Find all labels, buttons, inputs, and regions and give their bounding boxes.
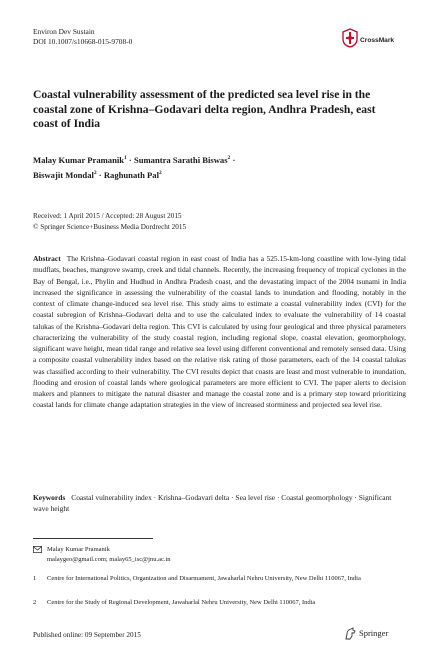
- affiliation-footnote: [33, 598, 413, 618]
- crossmark-badge[interactable]: [342, 28, 395, 50]
- crossmark-icon: [342, 28, 358, 48]
- published-online: Published online: 09 September 2015: [33, 631, 141, 639]
- article-dates: [33, 211, 186, 232]
- keywords-label: Keywords: [33, 493, 66, 502]
- corresponding-author-footnote: [33, 545, 413, 565]
- crossmark-label: CrossMark: [360, 37, 395, 44]
- keywords-text: Coastal vulnerability index · Krishna–Godavari delta · Sea level rise · Coastal geomorphology · Significant wave height: [33, 493, 392, 514]
- abstract: [33, 253, 406, 411]
- corresponding-author-email[interactable]: malaygeo@gmail.com; malay65_isc@jnu.ac.in: [47, 555, 171, 563]
- author-affiliation-mark: 1: [124, 155, 127, 161]
- affiliation-text: Centre for the Study of Regional Development, Jawaharlal Nehru University, New Delhi 110067, India: [47, 599, 316, 606]
- doi[interactable]: DOI 10.1007/s10668-015-9708-0: [33, 37, 133, 46]
- author-name: Sumantra Sarathi Biswas: [133, 154, 228, 165]
- author-affiliation-mark: 2: [158, 169, 162, 176]
- springer-horse-icon: [344, 627, 357, 640]
- abstract-label: Abstract: [33, 254, 61, 263]
- journal-name: Environ Dev Sustain: [33, 27, 95, 36]
- author-list: [33, 152, 403, 182]
- author-separator: ·: [230, 154, 236, 165]
- author-name: Raghunath Pal: [103, 169, 159, 180]
- author-name: Biswajit Mondal: [33, 169, 94, 180]
- corresponding-author-name: Malay Kumar Pramanik: [47, 546, 110, 553]
- abstract-text: The Krishna–Godavari coastal region in east coast of India has a 525.15-km-long coastline with low-lying tidal mudflats, beaches, mangrove swamp, creek and tidal channels. Recently, the increasing frequency of tropical cyclones in the Bay of Bengal, i.e., Phylin and Hudhud in Andhra Pradesh coast, and the devastating impact of the 2004 tsunami in India increased the significance in assessing the vulnerability of the coastal lands to inundation and flooding, notably in the context of climate change-induced sea level rise. This study aims to estimate a coastal vulnerability index (CVI) for the coastal subregion of Krishna–Godavari delta and to use the calculated index to evaluate the vulnerability of 14 coastal talukas of the Krishna–Godavari delta region. This CVI is calculated by using four geological and three physical parameters characterizing the vulnerability of the study coastal region, including regional slope, coastal elevation, geomorphology, significant wave height, mean tidal range and relative sea level using different conventional and remotely sensed data. Using a composite coastal vulnerability index based on the relative risk rating of those parameters, each of the 14 coastal talukas was classified according to their vulnerability. The CVI results depict that coasts are least and most vulnerable to inundation, flooding and erosion of coastal lands where geological parameters are more efficient to CVI. The paper alerts to decision makers and planners to mitigate the natural disaster and manage the coastal zone and is a primary step toward prioritizing coastal lands for climate change adaptation strategies in the view of increased storminess and projected sea level rise.: [33, 254, 406, 410]
- author-name: Malay Kumar Pramanik: [33, 154, 125, 165]
- affiliation-mark: 1: [33, 575, 37, 582]
- journal-header: [33, 27, 132, 47]
- affiliation-mark: 2: [33, 599, 37, 606]
- affiliation-text: Centre for International Politics, Organization and Disarmament, Jawaharlal Nehru University, New Delhi 110067, India: [47, 575, 361, 582]
- springer-wordmark: Springer: [359, 628, 389, 638]
- envelope-icon: [33, 545, 42, 557]
- keywords: [33, 492, 406, 515]
- author-separator: ·: [96, 169, 104, 180]
- article-title: Coastal vulnerability assessment of the predicted sea level rise in the coastal zone of Krishna–Godavari delta region, Andhra Pradesh, east coast of India: [33, 88, 376, 131]
- springer-logo: [344, 626, 404, 642]
- footnote-divider: [33, 538, 153, 539]
- author-affiliation-mark: 2: [93, 169, 97, 176]
- copyright: © Springer Science+Business Media Dordrecht 2015: [33, 222, 187, 231]
- received-accepted: Received: 1 April 2015 / Accepted: 28 August 2015: [33, 212, 182, 220]
- affiliation-footnote: [33, 574, 413, 594]
- author-affiliation-mark: 2: [227, 155, 231, 161]
- author-separator: ·: [126, 154, 134, 165]
